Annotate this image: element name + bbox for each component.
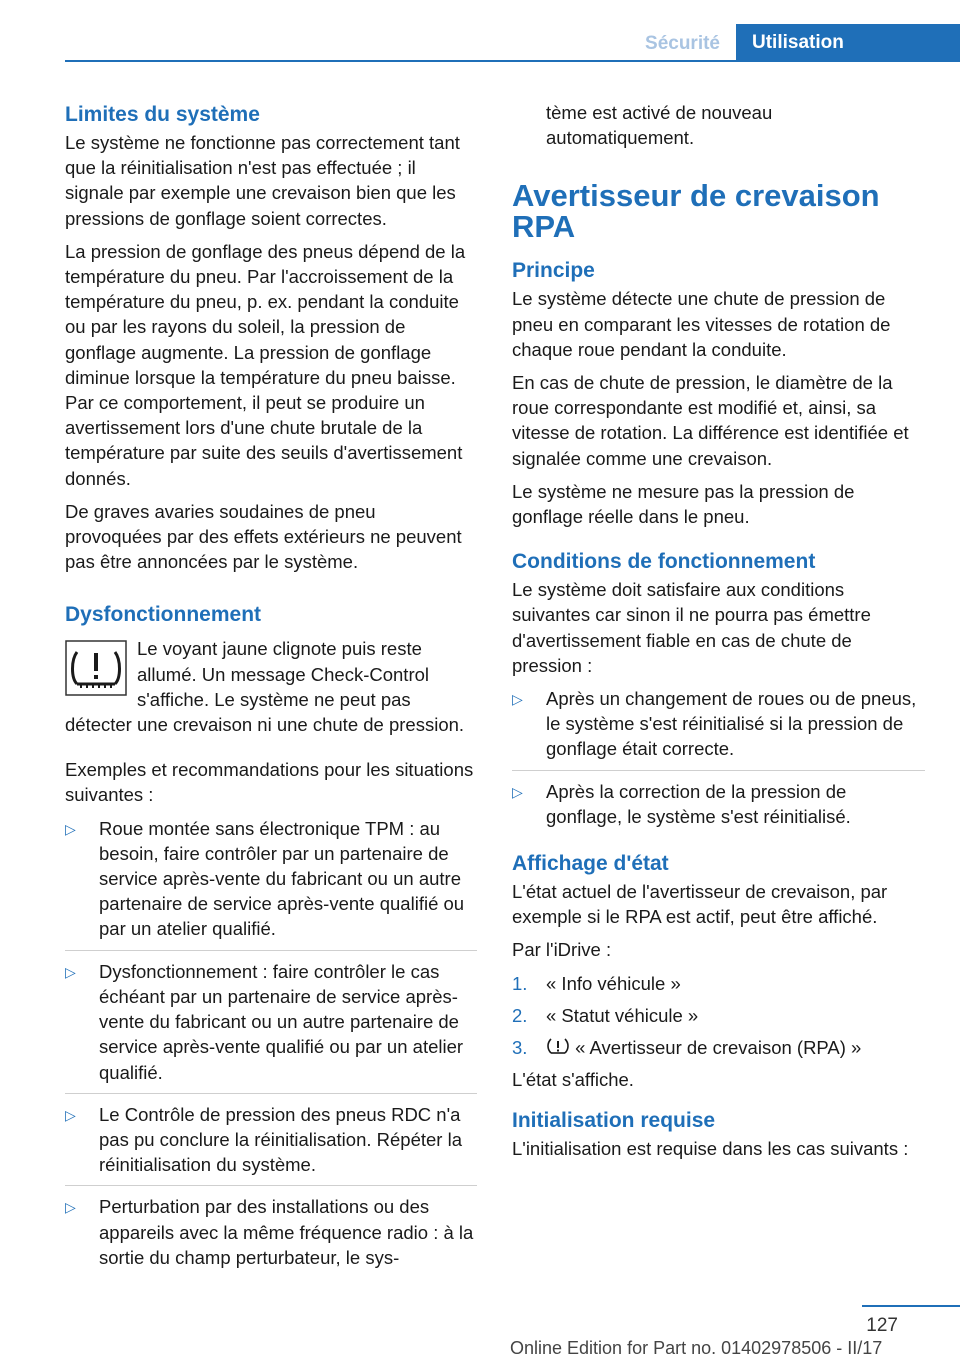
list-item: ▷ Après la correction de la pression de gonflage, le système s'est réinitialisé. <box>512 780 851 827</box>
flat-tire-icon <box>546 1038 570 1056</box>
paragraph: Le système ne mesure pas la pression de gonflage réelle dans le pneu. <box>512 480 855 528</box>
list-item: ▷ Roue montée sans électronique TPM : au besoin, faire contrôler par un partenaire de service après-vente du fabricant ou un autre partenaire de service après-vente qualifié ou par un atelier qualifié. <box>65 816 477 951</box>
header-rule <box>65 60 960 62</box>
paragraph: Le système doit satisfaire aux conditions suivantes car sinon il ne pourra pas émettre d'avertissement fiable en cas de chute de pression : <box>512 579 871 676</box>
heading-conditions: Conditions de fonctionnement <box>512 550 816 574</box>
right-column <box>512 100 925 1170</box>
paragraph: L'initialisation est requise dans les cas suivants : <box>512 1138 909 1160</box>
list-item: 3. « Avertisseur de crevaison (RPA) » <box>512 1037 862 1059</box>
tab-utilisation[interactable]: Utilisation <box>736 24 960 62</box>
paragraph: Exemples et recommandations pour les situations suivantes : <box>65 759 474 806</box>
triangle-right-icon: ▷ <box>65 1199 76 1216</box>
heading-limites: Limites du système <box>65 103 260 126</box>
footer-rule <box>862 1305 960 1307</box>
triangle-right-icon: ▷ <box>512 783 523 800</box>
triangle-right-icon: ▷ <box>65 820 76 837</box>
paragraph-continued: tème est activé de nouveau automatiquement. <box>546 102 773 149</box>
triangle-right-icon: ▷ <box>65 1106 76 1123</box>
list-item: ▷ Après un changement de roues ou de pneus, le système s'est réinitialisé si la pression de gonflage était correcte. <box>512 686 925 771</box>
heading-dysfonctionnement: Dysfonctionnement <box>65 603 262 627</box>
triangle-right-icon: ▷ <box>65 963 76 980</box>
paragraph: De graves avaries soudaines de pneu provoquées par des effets extérieurs ne peuvent pas être annoncées par le système. <box>65 500 462 573</box>
left-column <box>65 100 477 1286</box>
list-item: ▷ Dysfonctionnement : faire contrôler le cas échéant par un partenaire de service après-vente du fabricant ou un autre partenaire de service après-vente qualifié ou par un atelier qualifié. <box>65 959 477 1094</box>
heading-rpa: Avertisseur de crevaison RPA <box>512 178 880 245</box>
paragraph: Le système ne fonctionne pas correctement tant que la réinitialisation n'est pas effectuée ; il signale par exemple une crevaison bien que les pressions de gonflage soient correctes. <box>65 132 460 229</box>
paragraph: En cas de chute de pression, le diamètre de la roue correspondante est modifié et, ainsi, sa vitesse de rotation. La différence est identifiée et signalée comme une crevaison. <box>512 372 909 469</box>
paragraph: Par l'iDrive : <box>512 939 612 961</box>
paragraph: La pression de gonflage des pneus dépend de la température du pneu. Par l'accroissement de la température du pneu, p. ex. pendant la conduite ou par les rayons du soleil, la pression de gonflage augmente. La pression de gonflage diminue lorsque la température du pneu baisse. Par ce comportement, il peut se produire un avertissement lors d'une chute brutale de la température par suite des seuils d'avertissement donnés. <box>65 240 466 489</box>
paragraph: L'état actuel de l'avertisseur de crevaison, par exemple si le RPA est actif, peut être affiché. <box>512 881 888 928</box>
list-item: ▷ Le Contrôle de pression des pneus RDC n'a pas pu conclure la réinitialisation. Répéter la réinitialisation du système. <box>65 1102 477 1187</box>
tire-pressure-warning-icon <box>65 640 127 696</box>
paragraph: Le système détecte une chute de pression de pneu en comparant les vitesses de rotation de chaque roue pendant la conduite. <box>512 288 891 360</box>
tab-securite[interactable]: Sécurité <box>645 33 720 54</box>
paragraph: L'état s'affiche. <box>512 1069 634 1091</box>
page-number: 127 <box>866 1315 898 1336</box>
steps-list <box>512 971 925 1061</box>
edition-note: Online Edition for Part no. 01402978506 - II/17 <box>510 1338 883 1358</box>
conditions-list <box>512 686 925 837</box>
heading-affichage: Affichage d'état <box>512 852 669 876</box>
list-item: 2. « Statut véhicule » <box>512 1004 699 1026</box>
warning-paragraph: Le voyant jaune clignote puis reste allumé. Un message Check-Control s'affiche. Le système ne peut pas détecter une crevaison ni une chute de pression. <box>65 638 465 736</box>
heading-initialisation: Initialisation requise <box>512 1109 716 1133</box>
triangle-right-icon: ▷ <box>512 691 523 708</box>
list-item: 1. « Info véhicule » <box>512 972 681 994</box>
heading-principe: Principe <box>512 259 595 283</box>
recommendation-list <box>65 816 477 1278</box>
list-item: ▷ Perturbation par des installations ou des appareils avec la même fréquence radio : à la sortie du champ perturbateur, le sys- <box>65 1196 474 1268</box>
